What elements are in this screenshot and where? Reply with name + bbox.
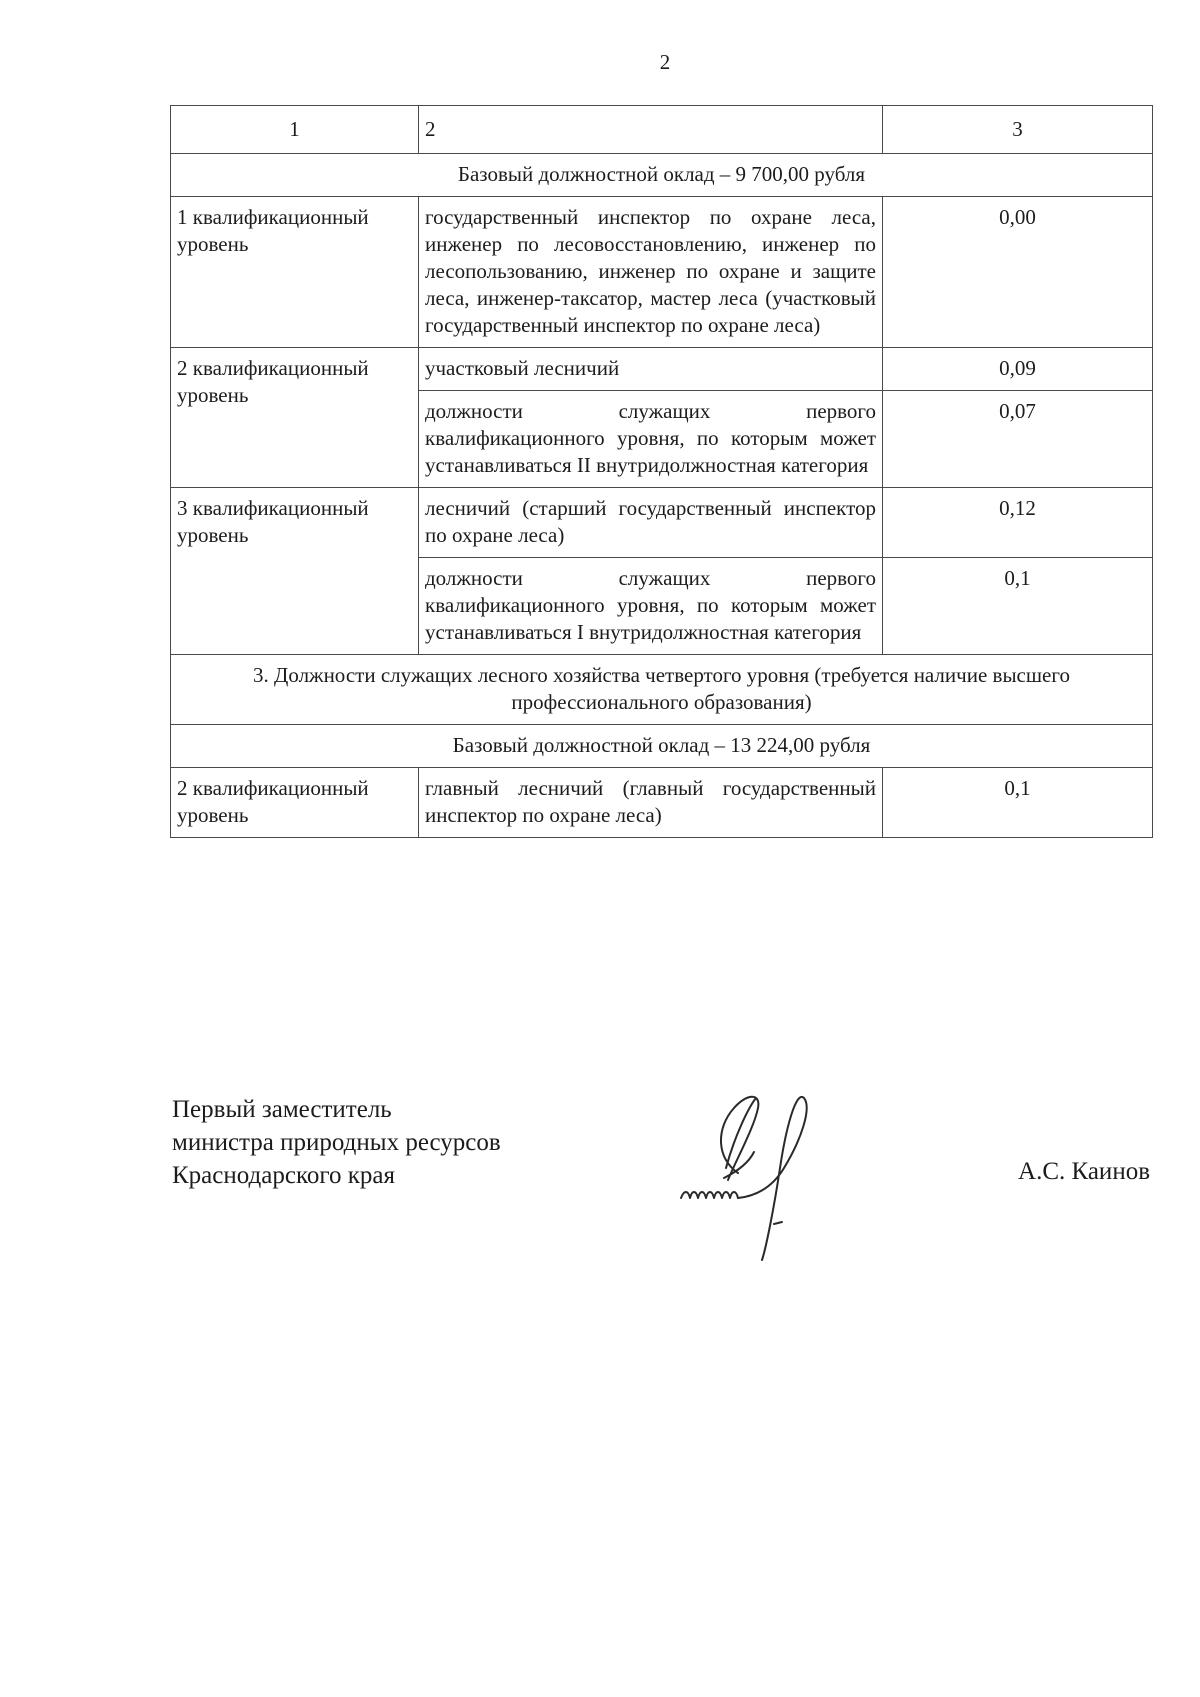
- base-salary-label: Базовый должностной оклад – 9 700,00 рубля: [171, 154, 1153, 197]
- qualification-table: [170, 105, 1153, 838]
- base-salary-label: Базовый должностной оклад – 13 224,00 рубля: [171, 725, 1153, 768]
- page-number: 2: [659, 50, 671, 74]
- signer-name: А.С. Каинов: [1018, 1158, 1150, 1185]
- qualification-level: 2 квалификационный уровень: [171, 768, 419, 838]
- column-header: 1: [171, 106, 419, 154]
- column-header: 2: [419, 106, 883, 154]
- handwritten-signature: [676, 1068, 876, 1268]
- position-cell: государственный инспектор по охране леса, инженер по лесовосстановлению, инженер по лесопользованию, инженер по охране и защите леса, инженер-таксатор, мастер леса (участковый государственный инспектор по охране леса): [419, 197, 883, 348]
- qualification-level: 1 квалификационный уровень: [171, 197, 419, 348]
- position-cell: участковый лесничий: [419, 348, 883, 391]
- coefficient-cell: 0,12: [883, 488, 1153, 558]
- position-cell: главный лесничий (главный государственный инспектор по охране леса): [419, 768, 883, 838]
- qualification-level: 3 квалификационный уровень: [171, 488, 419, 655]
- position-cell: должности служащих первого квалификационного уровня, по которым может устанавливаться II внутридолжностная категория: [419, 391, 883, 488]
- coefficient-cell: 0,1: [883, 558, 1153, 655]
- column-header: 3: [883, 106, 1153, 154]
- table-row: [171, 488, 1153, 558]
- table-row: [171, 348, 1153, 391]
- position-cell: должности служащих первого квалификационного уровня, по которым может устанавливаться I внутридолжностная категория: [419, 558, 883, 655]
- coefficient-cell: 0,00: [883, 197, 1153, 348]
- table-header-row: [171, 106, 1153, 154]
- section-title: 3. Должности служащих лесного хозяйства четвертого уровня (требуется наличие высшего профессионального образования): [171, 655, 1153, 725]
- signatory-title-line: министра природных ресурсов: [172, 1129, 501, 1156]
- table-row: [171, 197, 1153, 348]
- table-row: [171, 725, 1153, 768]
- table-row: [171, 655, 1153, 725]
- coefficient-cell: 0,07: [883, 391, 1153, 488]
- table-row: [171, 768, 1153, 838]
- signatory-title: [172, 1093, 501, 1192]
- position-cell: лесничий (старший государственный инспектор по охране леса): [419, 488, 883, 558]
- table-row: [171, 154, 1153, 197]
- coefficient-cell: 0,1: [883, 768, 1153, 838]
- signatory-title-line: Первый заместитель: [172, 1096, 392, 1123]
- qualification-level: 2 квалификационный уровень: [171, 348, 419, 488]
- coefficient-cell: 0,09: [883, 348, 1153, 391]
- signatory-title-line: Краснодарского края: [172, 1162, 395, 1189]
